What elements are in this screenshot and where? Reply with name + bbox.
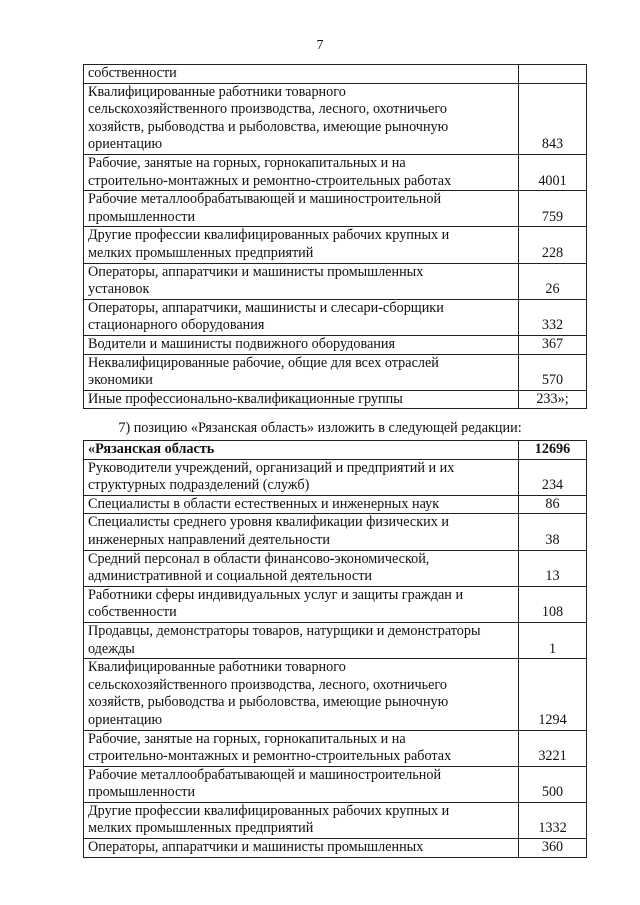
table-row (84, 514, 587, 550)
occupation-label: Специалисты в области естественных и инженерных наук (84, 495, 519, 514)
occupation-label: Работники сферы индивидуальных услуг и защиты граждан и собственности (84, 586, 519, 622)
table-row (84, 335, 587, 354)
occupation-count: 228 (519, 227, 587, 263)
occupation-count: 500 (519, 766, 587, 802)
occupation-label: Квалифицированные работники товарного сельскохозяйственного производства, лесного, охотничьего хозяйств, рыбоводства и рыболовства, имеющие рыночную ориентацию (84, 659, 519, 730)
table-row (84, 495, 587, 514)
occupation-label: Продавцы, демонстраторы товаров, натурщики и демонстраторы одежды (84, 622, 519, 658)
occupation-count: 360 (519, 839, 587, 858)
table-row (84, 586, 587, 622)
table-row (84, 65, 587, 84)
region-name: «Рязанская область (84, 441, 519, 460)
occupation-count: 108 (519, 586, 587, 622)
occupation-count: 233»; (519, 390, 587, 409)
table-row (84, 83, 587, 154)
table-row (84, 622, 587, 658)
occupation-label: Специалисты среднего уровня квалификации физических и инженерных направлений деятельности (84, 514, 519, 550)
occupation-count: 234 (519, 459, 587, 495)
occupation-count: 1 (519, 622, 587, 658)
table-row (84, 550, 587, 586)
occupation-count: 570 (519, 354, 587, 390)
occupation-label: Квалифицированные работники товарного сельскохозяйственного производства, лесного, охотничьего хозяйств, рыбоводства и рыболовства, имеющие рыночную ориентацию (84, 83, 519, 154)
table-row (84, 263, 587, 299)
occupation-count: 38 (519, 514, 587, 550)
occupation-table-continued (83, 64, 587, 409)
table-row (84, 227, 587, 263)
occupation-label: Водители и машинисты подвижного оборудования (84, 335, 519, 354)
ryazan-region-table (83, 440, 587, 858)
occupation-label: Другие профессии квалифицированных рабочих крупных и мелких промышленных предприятий (84, 802, 519, 838)
table-row (84, 390, 587, 409)
occupation-count: 1294 (519, 659, 587, 730)
occupation-label: Рабочие, занятые на горных, горнокапитальных и на строительно-монтажных и ремонтно-строительных работах (84, 154, 519, 190)
occupation-label: Рабочие, занятые на горных, горнокапитальных и на строительно-монтажных и ремонтно-строительных работах (84, 730, 519, 766)
table-row (84, 730, 587, 766)
table-row (84, 459, 587, 495)
occupation-count: 367 (519, 335, 587, 354)
occupation-label: Руководители учреждений, организаций и предприятий и их структурных подразделений (служб) (84, 459, 519, 495)
occupation-label: Рабочие металлообрабатывающей и машиностроительной промышленности (84, 766, 519, 802)
table-row (84, 354, 587, 390)
table-row (84, 191, 587, 227)
table-row (84, 659, 587, 730)
region-total: 12696 (519, 441, 587, 460)
table-row (84, 802, 587, 838)
table-row (84, 154, 587, 190)
occupation-label: Рабочие металлообрабатывающей и машиностроительной промышленности (84, 191, 519, 227)
occupation-count: 26 (519, 263, 587, 299)
occupation-count: 759 (519, 191, 587, 227)
table-row (84, 299, 587, 335)
occupation-label: Операторы, аппаратчики и машинисты промышленных (84, 839, 519, 858)
occupation-count: 1332 (519, 802, 587, 838)
occupation-label: Средний персонал в области финансово-экономической, административной и социальной деятельности (84, 550, 519, 586)
table-row (84, 766, 587, 802)
occupation-label: Иные профессионально-квалификационные группы (84, 390, 519, 409)
table-header-row (84, 441, 587, 460)
amendment-instruction: 7) позицию «Рязанская область» изложить в следующей редакции: (118, 420, 522, 436)
occupation-label: собственности (84, 65, 519, 84)
occupation-count: 332 (519, 299, 587, 335)
occupation-label: Другие профессии квалифицированных рабочих крупных и мелких промышленных предприятий (84, 227, 519, 263)
page-number: 7 (316, 38, 324, 53)
occupation-count: 86 (519, 495, 587, 514)
occupation-count: 4001 (519, 154, 587, 190)
occupation-count: 13 (519, 550, 587, 586)
occupation-count: 843 (519, 83, 587, 154)
occupation-label: Операторы, аппаратчики и машинисты промышленных установок (84, 263, 519, 299)
occupation-label: Неквалифицированные рабочие, общие для всех отраслей экономики (84, 354, 519, 390)
occupation-count: 3221 (519, 730, 587, 766)
occupation-label: Операторы, аппаратчики, машинисты и слесари-сборщики стационарного оборудования (84, 299, 519, 335)
table-row (84, 839, 587, 858)
occupation-count (519, 65, 587, 84)
